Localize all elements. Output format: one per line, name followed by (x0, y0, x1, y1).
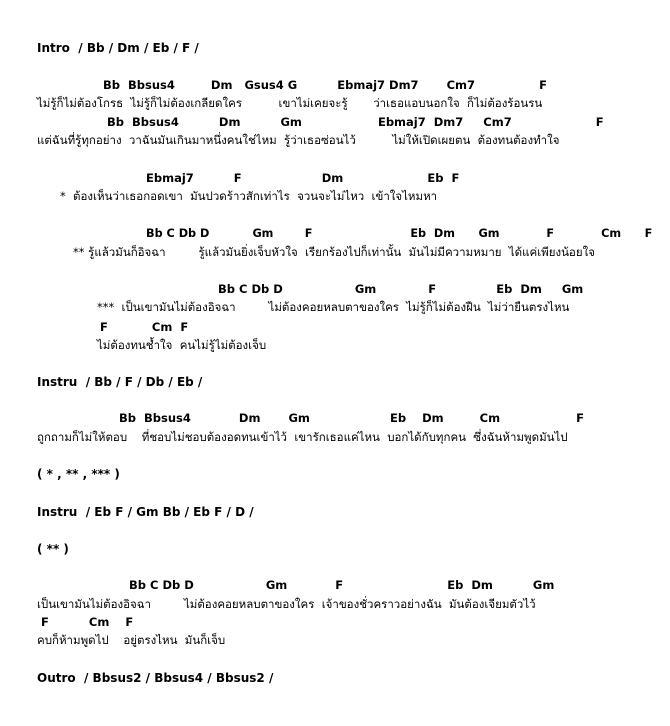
bridge-chord-line: Bb Bbsus4 Dm Gm Eb Dm Cm F (119, 411, 584, 425)
bridge-lyric-line: ถูกถามก็ไม่ให้ตอบ ที่ชอบไม่ชอบต้องอดทนเข้าไว้ เขารักเธอแค่ไหน บอกได้กับทุกคน ซึ่งฉันห้ามพูดมันไป (37, 430, 568, 444)
repeat-marker: ( ** ) (37, 542, 69, 556)
hook-lyric-line: *** เป็นเขามันไม่ต้องอิจฉา ไม่ต้องคอยหลบตาของใคร ไม่รู้ก็ไม่ต้องฝืน ไม่ว่ายืนตรงไหน (97, 300, 570, 314)
verse-chord-line: Bb Bbsus4 Dm Gm Ebmaj7 Dm7 Cm7 F (107, 115, 604, 129)
pre-chorus-lyric-line: * ต้องเห็นว่าเธอกอดเขา มันปวดร้าวสักเท่าไร จวนจะไม่ไหว เข้าใจไหมหา (60, 189, 438, 203)
hook-chord-line: F Cm F (100, 320, 189, 334)
hook-chord-line: Bb C Db D Gm F Eb Dm Gm (218, 282, 584, 296)
verse-lyric-line: ไม่รู้ก็ไม่ต้องโกรธ ไม่รู้ก็ไม่ต้องเกลียดใคร เขาไม่เคยจะรู้ ว่าเธอแอบนอกใจ ก็ไม่ต้องร้อนรน (37, 96, 543, 110)
repeat-marker: ( * , ** , *** ) (37, 467, 120, 481)
verse-lyric-line: แต่ฉันที่รู้ทุกอย่าง วาฉันมันเกินมาหนึ่งคนใช่ไหม รู้ว่าเธอซ่อนไว้ ไม่ให้เปิดเผยตน ต้องทนต้องทำใจ (37, 133, 560, 147)
chorus-chord-line: Bb C Db D Gm F Eb Dm Gm F Cm F (146, 227, 653, 240)
verse-chord-line: Bb Bbsus4 Dm Gsus4 G Ebmaj7 Dm7 Cm7 F (103, 78, 547, 92)
pre-chorus-chord-line: Ebmaj7 F Dm Eb F (146, 171, 460, 185)
final-lyric-line: เป็นเขามันไม่ต้องอิจฉา ไม่ต้องคอยหลบตาของใคร เจ้าของชั่วคราวอย่างฉัน มันต้องเจียมตัวไว้ (37, 597, 536, 611)
final-lyric-line: คบก็ห้ามพูดไป อยู่ตรงไหน มันก็เจ็บ (37, 633, 226, 647)
instrumental-line: Instru / Bb / F / Db / Eb / (37, 375, 203, 389)
outro-line: Outro / Bbsus2 / Bbsus4 / Bbsus2 / (37, 671, 274, 685)
instrumental-line: Instru / Eb F / Gm Bb / Eb F / D / (37, 505, 254, 519)
intro-line: Intro / Bb / Dm / Eb / F / (37, 41, 199, 55)
final-chord-line: F Cm F (41, 615, 134, 629)
chorus-lyric-line: ** รู้แล้วมันก็อิจฉา รู้แล้วมันยิ่งเจ็บหัวใจ เรียกร้องไปก็เท่านั้น มันไม่มีความหมาย ได้แค่เพียงน้อยใจ (73, 245, 595, 259)
hook-lyric-line: ไม่ต้องทนช้ำใจ คนไม่รู้ไม่ต้องเจ็บ (97, 338, 267, 352)
final-chord-line: Bb C Db D Gm F Eb Dm Gm (129, 578, 555, 592)
